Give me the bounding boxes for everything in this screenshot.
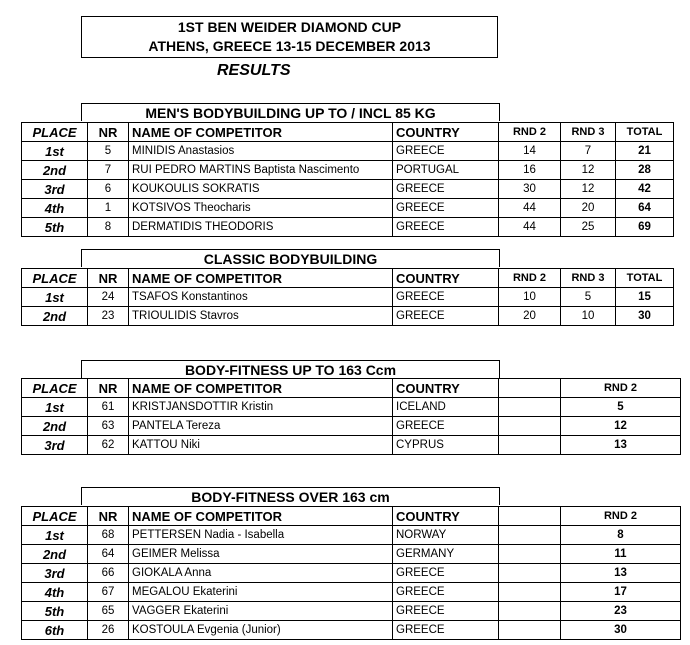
- header-total: TOTAL: [616, 269, 674, 288]
- place-cell: 2nd: [22, 307, 88, 326]
- header-name: NAME OF COMPETITOR: [129, 123, 393, 142]
- nr-cell: 67: [88, 583, 129, 602]
- section-title: CLASSIC BODYBUILDING: [81, 249, 500, 267]
- header-place: PLACE: [22, 123, 88, 142]
- table-row: [22, 161, 674, 180]
- header-country: COUNTRY: [393, 507, 499, 526]
- empty-cell: [499, 436, 561, 455]
- header-place: PLACE: [22, 269, 88, 288]
- empty-cell: [499, 621, 561, 640]
- table-row: [22, 142, 674, 161]
- event-title: 1ST BEN WEIDER DIAMOND CUP: [177, 19, 402, 35]
- rnd2-cell: 13: [561, 436, 681, 455]
- country-cell: GREECE: [393, 199, 499, 218]
- header-country: COUNTRY: [393, 379, 499, 398]
- place-cell: 1st: [22, 398, 88, 417]
- table-row: [22, 602, 681, 621]
- place-cell: 3rd: [22, 180, 88, 199]
- country-cell: GERMANY: [393, 545, 499, 564]
- table-row: [22, 180, 674, 199]
- country-cell: GREECE: [393, 288, 499, 307]
- results-table: [21, 268, 674, 326]
- total-cell: 28: [616, 161, 674, 180]
- table-row: [22, 545, 681, 564]
- nr-cell: 65: [88, 602, 129, 621]
- empty-cell: [499, 564, 561, 583]
- country-cell: ICELAND: [393, 398, 499, 417]
- total-cell: 15: [616, 288, 674, 307]
- country-cell: GREECE: [393, 564, 499, 583]
- table-row: [22, 199, 674, 218]
- table-header-row: [22, 379, 681, 398]
- table-row: [22, 417, 681, 436]
- rnd3-cell: 10: [561, 307, 616, 326]
- competitor-name-cell: KOTSIVOS Theocharis: [129, 199, 393, 218]
- table-row: [22, 288, 674, 307]
- table-header-row: [22, 123, 674, 142]
- nr-cell: 1: [88, 199, 129, 218]
- header-name: NAME OF COMPETITOR: [129, 507, 393, 526]
- rnd3-cell: 20: [561, 199, 616, 218]
- empty-cell: [499, 417, 561, 436]
- rnd2-cell: 11: [561, 545, 681, 564]
- place-cell: 3rd: [22, 564, 88, 583]
- country-cell: GREECE: [393, 180, 499, 199]
- country-cell: GREECE: [393, 621, 499, 640]
- nr-cell: 61: [88, 398, 129, 417]
- country-cell: GREECE: [393, 218, 499, 237]
- empty-cell: [499, 545, 561, 564]
- country-cell: GREECE: [393, 583, 499, 602]
- total-cell: 42: [616, 180, 674, 199]
- place-cell: 6th: [22, 621, 88, 640]
- nr-cell: 66: [88, 564, 129, 583]
- competitor-name-cell: PANTELA Tereza: [129, 417, 393, 436]
- place-cell: 5th: [22, 602, 88, 621]
- header-name: NAME OF COMPETITOR: [129, 379, 393, 398]
- nr-cell: 23: [88, 307, 129, 326]
- nr-cell: 26: [88, 621, 129, 640]
- results-table: [21, 122, 674, 237]
- country-cell: GREECE: [393, 307, 499, 326]
- section-title: BODY-FITNESS UP TO 163 Ccm: [81, 360, 500, 378]
- competitor-name-cell: TSAFOS Konstantinos: [129, 288, 393, 307]
- nr-cell: 5: [88, 142, 129, 161]
- place-cell: 5th: [22, 218, 88, 237]
- rnd3-cell: 7: [561, 142, 616, 161]
- rnd3-cell: 12: [561, 161, 616, 180]
- competitor-name-cell: PETTERSEN Nadia - Isabella: [129, 526, 393, 545]
- nr-cell: 8: [88, 218, 129, 237]
- header-rnd3: RND 3: [561, 123, 616, 142]
- rnd2-cell: 12: [561, 417, 681, 436]
- competitor-name-cell: KRISTJANSDOTTIR Kristin: [129, 398, 393, 417]
- header-nr: NR: [88, 507, 129, 526]
- rnd3-cell: 12: [561, 180, 616, 199]
- competitor-name-cell: RUI PEDRO MARTINS Baptista Nascimento: [129, 161, 393, 180]
- results-table: [21, 506, 681, 640]
- rnd2-cell: 13: [561, 564, 681, 583]
- header-nr: NR: [88, 123, 129, 142]
- nr-cell: 68: [88, 526, 129, 545]
- country-cell: PORTUGAL: [393, 161, 499, 180]
- place-cell: 2nd: [22, 545, 88, 564]
- rnd2-cell: 44: [499, 218, 561, 237]
- header-nr: NR: [88, 269, 129, 288]
- place-cell: 1st: [22, 142, 88, 161]
- header-rnd2: RND 2: [561, 507, 681, 526]
- header-nr: NR: [88, 379, 129, 398]
- document-title-box: [81, 16, 498, 58]
- place-cell: 2nd: [22, 161, 88, 180]
- rnd2-cell: 20: [499, 307, 561, 326]
- place-cell: 1st: [22, 288, 88, 307]
- competitor-name-cell: MINIDIS Anastasios: [129, 142, 393, 161]
- header-rnd3: RND 3: [561, 269, 616, 288]
- empty-cell: [499, 398, 561, 417]
- competitor-name-cell: TRIOULIDIS Stavros: [129, 307, 393, 326]
- competitor-name-cell: DERMATIDIS THEODORIS: [129, 218, 393, 237]
- nr-cell: 64: [88, 545, 129, 564]
- total-cell: 21: [616, 142, 674, 161]
- rnd2-cell: 23: [561, 602, 681, 621]
- table-row: [22, 307, 674, 326]
- total-cell: 69: [616, 218, 674, 237]
- rnd2-cell: 8: [561, 526, 681, 545]
- rnd2-cell: 17: [561, 583, 681, 602]
- rnd2-cell: 10: [499, 288, 561, 307]
- header-place: PLACE: [22, 379, 88, 398]
- section-title: MEN'S BODYBUILDING UP TO / INCL 85 KG: [81, 103, 500, 121]
- country-cell: GREECE: [393, 142, 499, 161]
- table-header-row: [22, 269, 674, 288]
- competitor-name-cell: KOUKOULIS SOKRATIS: [129, 180, 393, 199]
- empty-cell: [499, 507, 561, 526]
- place-cell: 2nd: [22, 417, 88, 436]
- place-cell: 1st: [22, 526, 88, 545]
- table-row: [22, 398, 681, 417]
- header-place: PLACE: [22, 507, 88, 526]
- competitor-name-cell: MEGALOU Ekaterini: [129, 583, 393, 602]
- rnd2-cell: 30: [561, 621, 681, 640]
- country-cell: GREECE: [393, 417, 499, 436]
- table-header-row: [22, 507, 681, 526]
- empty-cell: [499, 379, 561, 398]
- empty-cell: [499, 583, 561, 602]
- country-cell: CYPRUS: [393, 436, 499, 455]
- competitor-name-cell: GEIMER Melissa: [129, 545, 393, 564]
- nr-cell: 24: [88, 288, 129, 307]
- header-country: COUNTRY: [393, 269, 499, 288]
- header-rnd2: RND 2: [499, 269, 561, 288]
- rnd3-cell: 5: [561, 288, 616, 307]
- competitor-name-cell: KOSTOULA Evgenia (Junior): [129, 621, 393, 640]
- header-country: COUNTRY: [393, 123, 499, 142]
- rnd2-cell: 30: [499, 180, 561, 199]
- place-cell: 4th: [22, 199, 88, 218]
- nr-cell: 6: [88, 180, 129, 199]
- table-row: [22, 583, 681, 602]
- nr-cell: 7: [88, 161, 129, 180]
- rnd2-cell: 5: [561, 398, 681, 417]
- table-row: [22, 526, 681, 545]
- table-row: [22, 564, 681, 583]
- rnd2-cell: 44: [499, 199, 561, 218]
- event-location-date: ATHENS, GREECE 13-15 DECEMBER 2013: [148, 38, 431, 54]
- header-rnd2: RND 2: [499, 123, 561, 142]
- results-table: [21, 378, 681, 455]
- place-cell: 3rd: [22, 436, 88, 455]
- country-cell: NORWAY: [393, 526, 499, 545]
- nr-cell: 63: [88, 417, 129, 436]
- place-cell: 4th: [22, 583, 88, 602]
- rnd2-cell: 14: [499, 142, 561, 161]
- table-row: [22, 218, 674, 237]
- competitor-name-cell: VAGGER Ekaterini: [129, 602, 393, 621]
- header-name: NAME OF COMPETITOR: [129, 269, 393, 288]
- rnd2-cell: 16: [499, 161, 561, 180]
- competitor-name-cell: GIOKALA Anna: [129, 564, 393, 583]
- competitor-name-cell: KATTOU Niki: [129, 436, 393, 455]
- table-row: [22, 436, 681, 455]
- rnd3-cell: 25: [561, 218, 616, 237]
- header-rnd2: RND 2: [561, 379, 681, 398]
- results-heading: RESULTS: [217, 62, 291, 79]
- total-cell: 30: [616, 307, 674, 326]
- country-cell: GREECE: [393, 602, 499, 621]
- header-total: TOTAL: [616, 123, 674, 142]
- section-title: BODY-FITNESS OVER 163 cm: [81, 487, 500, 505]
- total-cell: 64: [616, 199, 674, 218]
- empty-cell: [499, 602, 561, 621]
- nr-cell: 62: [88, 436, 129, 455]
- table-row: [22, 621, 681, 640]
- empty-cell: [499, 526, 561, 545]
